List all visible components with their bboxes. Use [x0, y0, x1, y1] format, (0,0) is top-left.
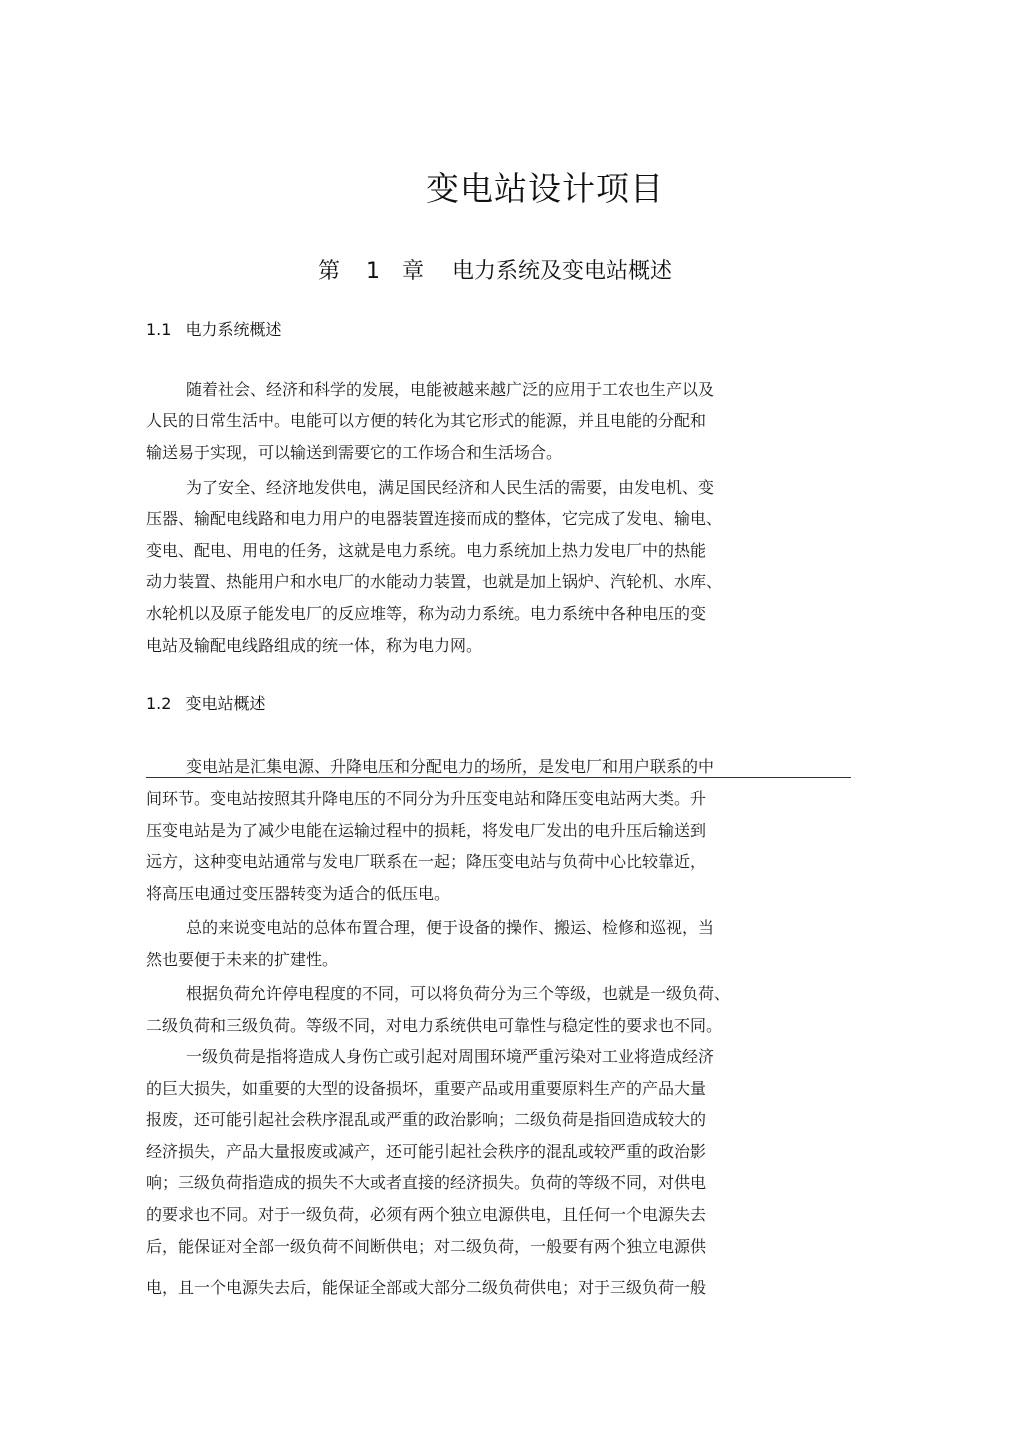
paragraph-line: 一级负荷是指将造成人身伤亡或引起对周围环境严重污染对工业将造成经济: [186, 1047, 715, 1066]
paragraph-line: 水轮机以及原子能发电厂的反应堆等，称为动力系统。电力系统中各种电压的变: [146, 604, 707, 623]
section-heading-1-2: [146, 691, 265, 714]
paragraph-line: 输送易于实现，可以输送到需要它的工作场合和生活场合。: [146, 443, 563, 462]
paragraph-line: 电站及输配电线路组成的统一体，称为电力网。: [146, 636, 483, 655]
paragraph-line: 变电站是汇集电源、升降电压和分配电力的场所，是发电厂和用户联系的中: [186, 757, 715, 776]
paragraph-line: 电，且一个电源失去后，能保证全部或大部分二级负荷供电；对于三级负荷一般: [146, 1278, 707, 1297]
paragraph-line: 二级负荷和三级负荷。等级不同，对电力系统供电可靠性与稳定性的要求也不同。: [146, 1016, 723, 1035]
paragraph-line: 压器、输配电线路和电力用户的电器装置连接而成的整体，它完成了发电、输电、: [146, 509, 723, 528]
paragraph-line: 的要求也不同。对于一级负荷，必须有两个独立电源供电，且任何一个电源失去: [146, 1205, 707, 1224]
paragraph-line: 然也要便于未来的扩建性。: [146, 950, 339, 969]
chapter-unit: 章: [401, 259, 424, 284]
chapter-title: [0, 254, 990, 285]
horizontal-rule: [146, 777, 851, 778]
chapter-number: 1: [365, 259, 380, 284]
section-number: 1.1: [146, 320, 172, 339]
paragraph-line: 间环节。变电站按照其升降电压的不同分为升压变电站和降压变电站两大类。升: [146, 789, 707, 808]
document-title: 变电站设计项目: [426, 169, 664, 208]
section-heading-1-1: [146, 317, 281, 340]
paragraph-line: 人民的日常生活中。电能可以方便的转化为其它形式的能源，并且电能的分配和: [146, 411, 707, 430]
paragraph-line: 为了安全、经济地发供电，满足国民经济和人民生活的需要，由发电机、变: [186, 478, 715, 497]
section-number: 1.2: [146, 694, 172, 713]
chapter-label: 第: [317, 259, 340, 284]
section-title: 变电站概述: [185, 694, 266, 713]
paragraph-line: 随着社会、经济和科学的发展，电能被越来越广泛的应用于工农也生产以及: [186, 380, 715, 399]
paragraph-line: 报废，还可能引起社会秩序混乱或严重的政治影响；二级负荷是指回造成较大的: [146, 1110, 707, 1129]
paragraph-line: 根据负荷允许停电程度的不同，可以将负荷分为三个等级，也就是一级负荷、: [186, 984, 731, 1003]
paragraph-line: 将高压电通过变压器转变为适合的低压电。: [146, 884, 451, 903]
chapter-name: 电力系统及变电站概述: [452, 259, 673, 284]
paragraph-line: 响；三级负荷指造成的损失不大或者直接的经济损失。负荷的等级不同，对供电: [146, 1173, 707, 1192]
paragraph-line: 压变电站是为了减少电能在运输过程中的损耗，将发电厂发出的电升压后输送到: [146, 821, 707, 840]
paragraph-line: 经济损失，产品大量报废或减产，还可能引起社会秩序的混乱或较严重的政治影: [146, 1142, 707, 1161]
paragraph-line: 远方，这种变电站通常与发电厂联系在一起；降压变电站与负荷中心比较靠近，: [146, 852, 707, 871]
paragraph-line: 动力装置、热能用户和水电厂的水能动力装置，也就是加上锅炉、汽轮机、水库、: [146, 572, 723, 591]
paragraph-line: 后，能保证对全部一级负荷不间断供电；对二级负荷，一般要有两个独立电源供: [146, 1237, 707, 1256]
paragraph-line: 总的来说变电站的总体布置合理，便于设备的操作、搬运、检修和巡视，当: [186, 918, 715, 937]
section-title: 电力系统概述: [185, 320, 282, 339]
paragraph-line: 的巨大损失，如重要的大型的设备损坏，重要产品或用重要原料生产的产品大量: [146, 1079, 707, 1098]
paragraph-line: 变电、配电、用电的任务，这就是电力系统。电力系统加上热力发电厂中的热能: [146, 541, 707, 560]
